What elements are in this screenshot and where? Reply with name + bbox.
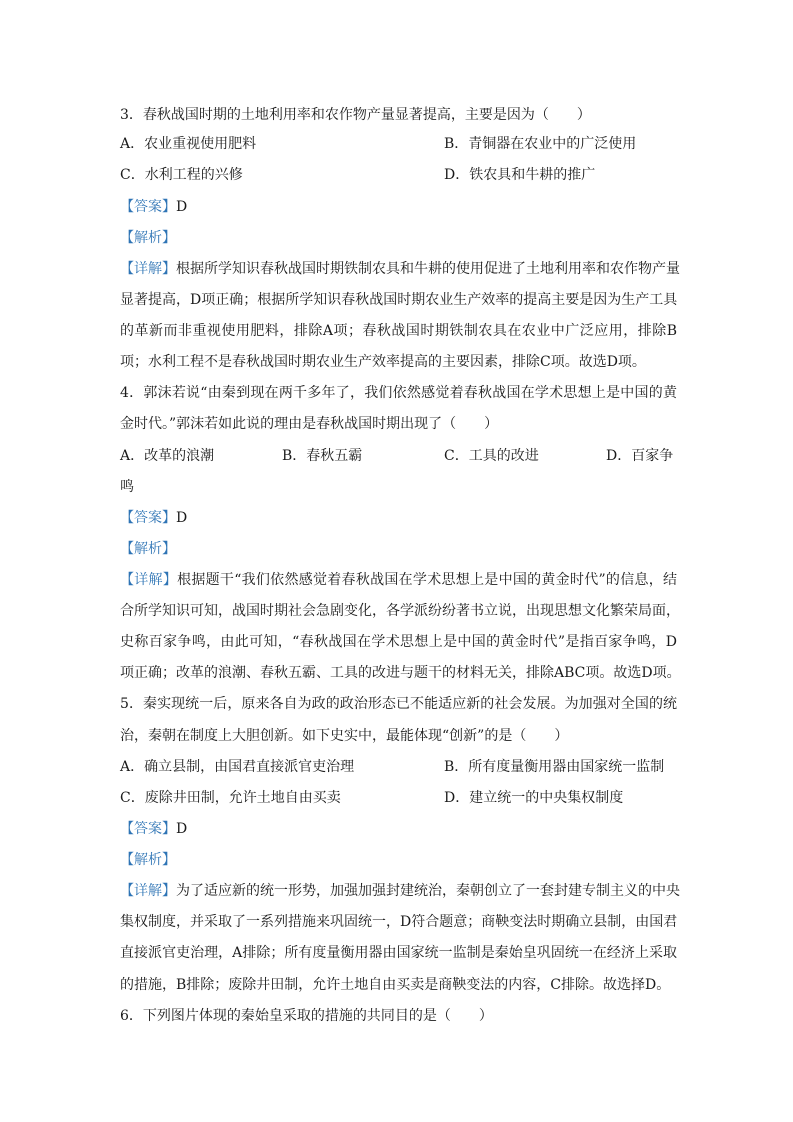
q5-detail-line-3: 直接派官吏治理，A排除；所有度量衡用器由国家统一监制是秦始皇巩固统一在经济上采取 (120, 945, 677, 961)
detail-tag: 【详解】 (120, 572, 178, 588)
q4-option-d-wrap: 鸣 (120, 479, 134, 495)
q5-detail-line-1: 【详解】为了适应新的统一形势，加强加强封建统治，秦朝创立了一套封建专制主义的中央 (120, 883, 680, 899)
q4-detail-line-3: 史称百家争鸣，由此可知，“春秋战国在学术思想上是中国的黄金时代”是指百家争鸣，D (120, 634, 677, 650)
q4-detail-line-4: 项正确；改革的浪潮、春秋五霸、工具的改进与题干的材料无关，排除ABC项。故选D项。 (120, 665, 681, 681)
q3-detail-line-3: 的革新而非重视使用肥料，排除A项；春秋战国时期铁制农具在农业中广泛应用，排除B (120, 323, 677, 339)
q3-detail-line-4: 项；水利工程不是春秋战国时期农业生产效率提高的主要因素，排除C项。故选D项。 (120, 354, 646, 370)
q4-option-c: C．工具的改进 (444, 448, 539, 464)
q5-option-c: C．废除井田制，允许土地自由买卖 (120, 790, 341, 806)
q4-detail-line-1: 【详解】根据题干“我们依然感觉着春秋战国在学术思想上是中国的黄金时代”的信息，结 (120, 572, 678, 588)
q3-option-d: D．铁农具和牛耕的推广 (444, 167, 596, 183)
q5-answer-line (120, 819, 187, 839)
q5-option-a: A．确立县制，由国君直接派官吏治理 (120, 759, 355, 775)
q5-detail-line-4: 的措施，B排除；废除井田制，允许土地自由买卖是商鞅变法的内容，C排除。故选择D。 (120, 977, 671, 993)
q3-option-a: A．农业重视使用肥料 (120, 136, 257, 152)
q5-answer-value: D (176, 821, 188, 837)
answer-tag: 【答案】 (120, 510, 176, 526)
q5-option-d: D．建立统一的中央集权制度 (444, 790, 624, 806)
q5-stem-line-2: 治，秦朝在制度上大胆创新。如下史实中，最能体现“创新”的是（ ） (120, 728, 569, 744)
q3-analysis-tag: 【解析】 (120, 230, 176, 246)
q5-detail-line-2: 集权制度，并采取了一系列措施来巩固统一，D符合题意；商鞅变法时期确立县制，由国君 (120, 914, 678, 930)
q3-option-b: B．青铜器在农业中的广泛使用 (444, 136, 637, 152)
q5-analysis-tag: 【解析】 (120, 852, 176, 868)
q4-answer-line (120, 508, 187, 528)
q4-option-d: D．百家争 (606, 448, 674, 464)
q4-option-b: B．春秋五霸 (282, 448, 363, 464)
answer-tag: 【答案】 (120, 199, 176, 215)
q3-answer-line (120, 197, 187, 217)
q3-detail-line-2: 显著提高，D项正确；根据所学知识春秋战国时期农业生产效率的提高主要是因为生产工具 (120, 292, 678, 308)
q4-stem-line-2: 金时代。”郭沫若如此说的理由是春秋战国时期出现了（ ） (120, 416, 499, 432)
q4-detail-line-2: 合所学知识可知，战国时期社会急剧变化，各学派纷纷著书立说，出现思想文化繁荣局面， (120, 603, 680, 619)
q3-option-c: C．水利工程的兴修 (120, 167, 243, 183)
q4-stem-line-1: 4．郭沫若说“由秦到现在两千多年了，我们依然感觉着春秋战国在学术思想上是中国的黄 (120, 385, 677, 401)
q3-detail-line-1: 【详解】根据所学知识春秋战国时期铁制农具和牛耕的使用促进了土地利用率和农作物产量 (120, 261, 680, 277)
detail-tag: 【详解】 (120, 883, 176, 899)
q5-option-b: B．所有度量衡用器由国家统一监制 (444, 759, 665, 775)
q4-answer-value: D (176, 510, 188, 526)
q5-stem-line-1: 5．秦实现统一后，原来各自为政的政治形态已不能适应新的社会发展。为加强对全国的统 (120, 696, 677, 712)
q3-stem: 3．春秋战国时期的土地利用率和农作物产量显著提高，主要是因为（ ） (120, 107, 591, 123)
answer-tag: 【答案】 (120, 821, 176, 837)
q4-analysis-tag: 【解析】 (120, 541, 176, 557)
q6-stem: 6．下列图片体现的秦始皇采取的措施的共同目的是（ ） (120, 1008, 493, 1024)
q4-option-a: A．改革的浪潮 (120, 448, 215, 464)
detail-tag: 【详解】 (120, 261, 176, 277)
q3-answer-value: D (176, 199, 188, 215)
